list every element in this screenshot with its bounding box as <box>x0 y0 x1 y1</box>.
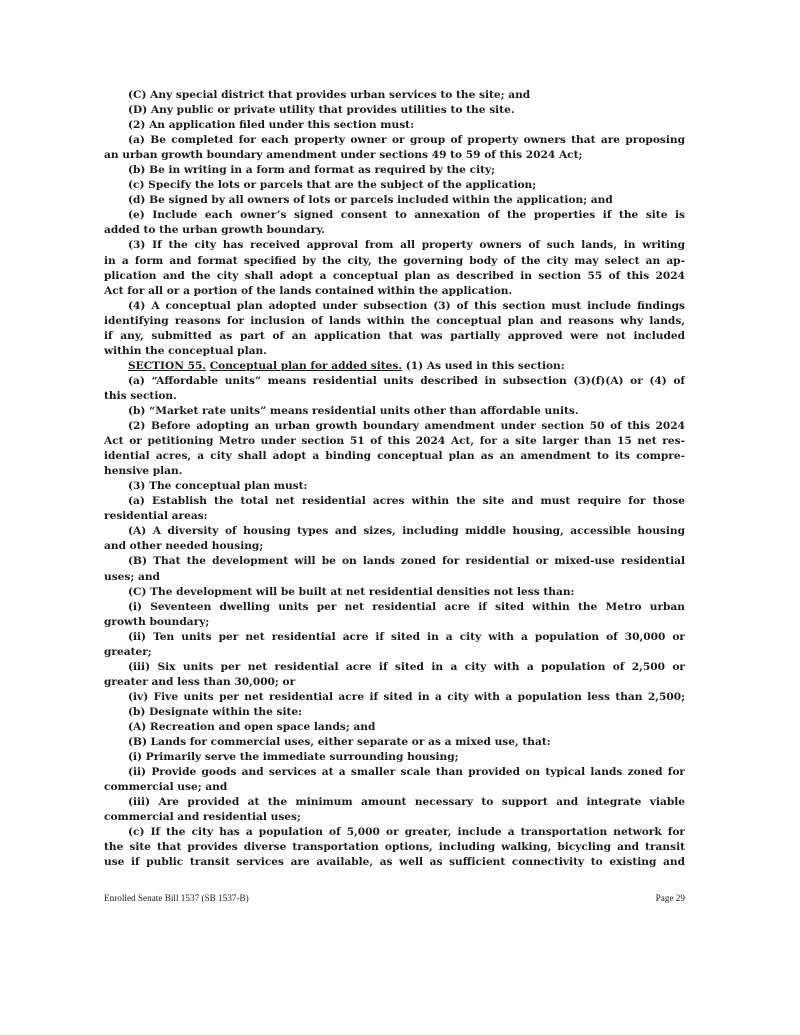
text-line: if any, submitted as part of an application that was partially approved were not included <box>104 329 685 342</box>
text-line: idential acres, a city shall adopt a binding conceptual plan as an amendment to its compre- <box>104 450 685 463</box>
text-line: an urban growth boundary amendment under sections 49 to 59 of this 2024 Act; <box>104 149 583 162</box>
text-line: (iii) Are provided at the minimum amount necessary to support and integrate viable <box>128 796 685 809</box>
text-line: uses; and <box>104 570 160 583</box>
text-line: the site that provides diverse transportation options, including walking, bicycling and transit <box>104 841 685 854</box>
footer-bill-title: Enrolled Senate Bill 1537 (SB 1537-B) <box>104 893 249 903</box>
footer-page-number: Page 29 <box>655 893 685 903</box>
text-line: this section. <box>104 389 177 402</box>
text-line: commercial and residential uses; <box>104 811 301 824</box>
text-line: (c) If the city has a population of 5,000 or greater, include a transportation network for <box>128 826 685 839</box>
text-line: (C) The development will be built at net residential densities not less than: <box>128 585 575 598</box>
text-line: (e) Include each owner’s signed consent to annexation of the properties if the site is <box>128 209 685 222</box>
page-footer <box>104 893 685 903</box>
text-line: (a) “Affordable units” means residential units described in subsection (3)(f)(A) or (4) of <box>128 374 685 387</box>
text-line: plication and the city shall adopt a conceptual plan as described in section 55 of this 2024 <box>104 269 685 282</box>
text-line: within the conceptual plan. <box>104 344 267 357</box>
text-line: in a form and format specified by the city, the governing body of the city may select an ap- <box>104 254 685 267</box>
text-line: (b) Be in writing in a form and format as required by the city; <box>128 164 496 177</box>
text-line: growth boundary; <box>104 615 210 628</box>
section-number: SECTION 55. <box>128 359 207 372</box>
text-line <box>104 359 685 374</box>
text-line: (4) A conceptual plan adopted under subsection (3) of this section must include findings <box>128 299 685 312</box>
text-line: and other needed housing; <box>104 540 264 553</box>
text-line: commercial use; and <box>104 781 228 794</box>
text-line: residential areas: <box>104 510 208 523</box>
text-line: (B) That the development will be on lands zoned for residential or mixed-use residential <box>128 555 685 568</box>
text-line: (b) “Market rate units” means residential units other than affordable units. <box>128 404 579 417</box>
text-line: (i) Seventeen dwelling units per net residential acre if sited within the Metro urban <box>128 600 685 613</box>
text-line: (B) Lands for commercial uses, either separate or as a mixed use, that: <box>128 736 551 749</box>
text-line: (ii) Provide goods and services at a smaller scale than provided on typical lands zoned for <box>128 766 685 779</box>
text-line: (C) Any special district that provides urban services to the site; and <box>128 89 531 101</box>
text-line: greater; <box>104 645 152 658</box>
text-line: (A) A diversity of housing types and sizes, including middle housing, accessible housing <box>128 525 685 538</box>
text-line: (i) Primarily serve the immediate surrounding housing; <box>128 751 459 764</box>
text-line: added to the urban growth boundary. <box>104 224 325 237</box>
text-line: Act or petitioning Metro under section 51 of this 2024 Act, for a site larger than 15 net res- <box>104 435 685 448</box>
text-line: Act for all or a portion of the lands contained within the application. <box>104 284 513 297</box>
text-line: (a) Establish the total net residential acres within the site and must require for those <box>128 495 685 508</box>
text-line: (b) Designate within the site: <box>128 705 303 718</box>
text-line: (A) Recreation and open space lands; and <box>128 720 376 733</box>
section-heading: Conceptual plan for added sites. <box>209 359 403 372</box>
text-line: (iv) Five units per net residential acre if sited in a city with a population less than 2,500; <box>128 690 685 703</box>
text-line: (D) Any public or private utility that provides utilities to the site. <box>128 104 515 117</box>
text-line: (d) Be signed by all owners of lots or parcels included within the application; and <box>128 194 613 207</box>
text-line: identifying reasons for inclusion of lands within the conceptual plan and reasons why lands, <box>104 314 685 327</box>
document-page <box>104 88 685 870</box>
text-line: (2) Before adopting an urban growth boundary amendment under section 50 of this 2024 <box>128 420 685 433</box>
text-line: (ii) Ten units per net residential acre if sited in a city with a population of 30,000 or <box>128 630 685 643</box>
line-text: (1) As used in this section: <box>402 359 565 372</box>
text-line: greater and less than 30,000; or <box>104 675 296 688</box>
text-line: hensive plan. <box>104 465 183 478</box>
text-line: (a) Be completed for each property owner or group of property owners that are proposing <box>128 134 685 147</box>
text-line: (3) The conceptual plan must: <box>128 480 308 493</box>
text-line: use if public transit services are available, as well as sufficient connectivity to existing and <box>104 856 685 869</box>
text-line: (2) An application filed under this section must: <box>128 119 414 132</box>
text-line: (iii) Six units per net residential acre if sited in a city with a population of 2,500 or <box>128 660 685 673</box>
text-line: (c) Specify the lots or parcels that are the subject of the application; <box>128 179 537 192</box>
text-line: (3) If the city has received approval from all property owners of such lands, in writing <box>128 239 685 252</box>
